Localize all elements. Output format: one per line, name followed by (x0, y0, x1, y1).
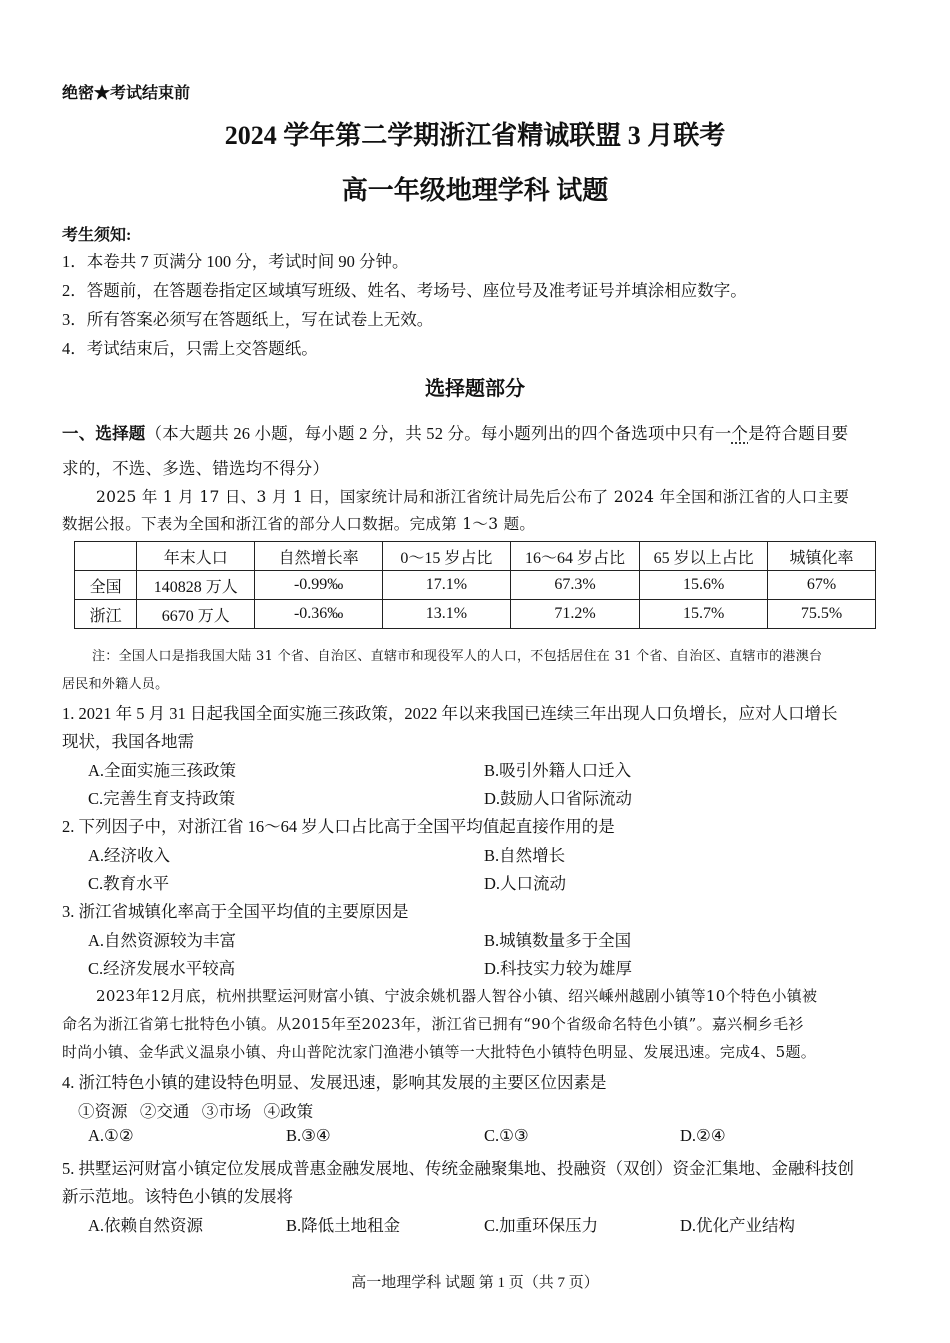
table-cell: 全国 (75, 571, 137, 600)
question-4-option-a: A.①② (88, 1126, 134, 1145)
table-cell: 浙江 (75, 600, 137, 629)
table-cell: -0.36‰ (255, 600, 383, 629)
question-1-option-a: A.全面实施三孩政策 (88, 761, 237, 780)
page-footer: 高一地理学科 试题 第 1 页（共 7 页） (351, 1275, 599, 1291)
question-3-option-b: B.城镇数量多于全国 (484, 931, 632, 950)
material-text: 命名为浙江省第七批特色小镇。从2015年至2023年，浙江省已拥有“90个省级命名特色小镇”。嘉兴桐乡毛衫 (62, 1015, 804, 1033)
question-4-option-b: B.③④ (286, 1126, 331, 1145)
question-4-stem: 4. 浙江特色小镇的建设特色明显、发展迅速，影响其发展的主要区位因素是 (62, 1073, 607, 1092)
table-row (75, 571, 876, 600)
table-cell: 15.6% (640, 571, 768, 600)
question-4-option-d: D.②④ (680, 1126, 726, 1145)
table-header-cell (75, 542, 137, 571)
table-header-cell: 城镇化率 (768, 542, 876, 571)
question-3-option-a: A.自然资源较为丰富 (88, 931, 237, 950)
section-title: 选择题部分 (425, 378, 525, 400)
part-instructions-cont: 求的，不选、多选、错选均不得分） (62, 459, 330, 478)
table-cell: 17.1% (383, 571, 511, 600)
question-2-option-c: C.教育水平 (88, 874, 170, 893)
question-2-option-a: A.经济收入 (88, 846, 171, 865)
population-table (74, 541, 876, 629)
table-header-cell: 0～15 岁占比 (383, 542, 511, 571)
question-5-option-a: A.依赖自然资源 (88, 1216, 204, 1235)
question-1-stem: 现状，我国各地需 (62, 732, 194, 751)
confidential-label: 绝密★考试结束前 (62, 85, 191, 102)
question-4-factors: ①资源 ②交通 ③市场 ④政策 (78, 1102, 314, 1121)
notice-item: 1．本卷共 7 页满分 100 分，考试时间 90 分钟。 (62, 252, 409, 271)
question-3-option-d: D.科技实力较为雄厚 (484, 959, 633, 978)
table-header-cell: 自然增长率 (255, 542, 383, 571)
table-row (75, 600, 876, 629)
table-cell: 71.2% (510, 600, 640, 629)
question-1-stem: 1. 2021 年 5 月 31 日起我国全面实施三孩政策，2022 年以来我国已连续三年出现人口负增长，应对人口增长 (62, 704, 838, 723)
material-text: 时尚小镇、金华武义温泉小镇、舟山普陀沈家门渔港小镇等一大批特色小镇特色明显、发展迅速。完成4、5题。 (62, 1043, 817, 1061)
notice-item: 2．答题前，在答题卷指定区域填写班级、姓名、考场号、座位号及准考证号并填涂相应数字。 (62, 281, 747, 300)
table-cell: -0.99‰ (255, 571, 383, 600)
question-5-option-b: B.降低土地租金 (286, 1216, 401, 1235)
question-3-stem: 3. 浙江省城镇化率高于全国平均值的主要原因是 (62, 902, 409, 921)
table-header-cell: 年末人口 (137, 542, 255, 571)
notice-heading: 考生须知: (62, 227, 132, 244)
question-2-stem: 2. 下列因子中，对浙江省 16～64 岁人口占比高于全国平均值起直接作用的是 (62, 817, 615, 836)
material-text: 2025 年 1 月 17 日、3 月 1 日，国家统计局和浙江省统计局先后公布了 2024 年全国和浙江省的人口主要 (96, 488, 850, 506)
notice-item: 4．考试结束后，只需上交答题纸。 (62, 339, 318, 358)
table-cell: 6670 万人 (137, 600, 255, 629)
table-header-row (75, 542, 876, 571)
question-5-stem: 5. 拱墅运河财富小镇定位发展成普惠金融发展地、传统金融聚集地、投融资（双创）资金汇集地、金融科技创 (62, 1159, 854, 1178)
question-1-option-b: B.吸引外籍人口迁入 (484, 761, 632, 780)
table-note: 注：全国人口是指我国大陆 31 个省、自治区、直辖市和现役军人的人口，不包括居住在 31 个省、自治区、直辖市的港澳台 (92, 649, 823, 664)
table-cell: 67% (768, 571, 876, 600)
question-5-option-d: D.优化产业结构 (680, 1216, 796, 1235)
emphasis-word: 个 (731, 424, 749, 443)
part-label: 一、选择题 (62, 424, 146, 443)
exam-title: 2024 学年第二学期浙江省精诚联盟 3 月联考 (224, 121, 726, 150)
question-1-option-d: D.鼓励人口省际流动 (484, 789, 633, 808)
question-2-option-d: D.人口流动 (484, 874, 567, 893)
question-4-option-c: C.①③ (484, 1126, 529, 1145)
table-cell: 140828 万人 (137, 571, 255, 600)
question-1-option-c: C.完善生育支持政策 (88, 789, 236, 808)
table-header-cell: 16～64 岁占比 (510, 542, 640, 571)
material-text: 数据公报。下表为全国和浙江省的部分人口数据。完成第 1～3 题。 (62, 515, 536, 533)
material-text: 2023年12月底，杭州拱墅运河财富小镇、宁波余姚机器人智谷小镇、绍兴嵊州越剧小镇等10个特色小镇被 (96, 987, 818, 1005)
table-cell: 75.5% (768, 600, 876, 629)
notice-item: 3．所有答案必须写在答题纸上，写在试卷上无效。 (62, 310, 434, 329)
part-instructions: 一、选择题（本大题共 26 小题，每小题 2 分，共 52 分。每小题列出的四个备选项中只有一个是符合题目要 (62, 424, 849, 443)
question-3-option-c: C.经济发展水平较高 (88, 959, 236, 978)
table-cell: 15.7% (640, 600, 768, 629)
question-5-option-c: C.加重环保压力 (484, 1216, 599, 1235)
table-note: 居民和外籍人员。 (62, 677, 169, 692)
table-cell: 13.1% (383, 600, 511, 629)
table-header-cell: 65 岁以上占比 (640, 542, 768, 571)
table-cell: 67.3% (510, 571, 640, 600)
question-5-stem: 新示范地。该特色小镇的发展将 (62, 1187, 293, 1206)
exam-subtitle: 高一年级地理学科 试题 (341, 176, 609, 205)
question-2-option-b: B.自然增长 (484, 846, 566, 865)
